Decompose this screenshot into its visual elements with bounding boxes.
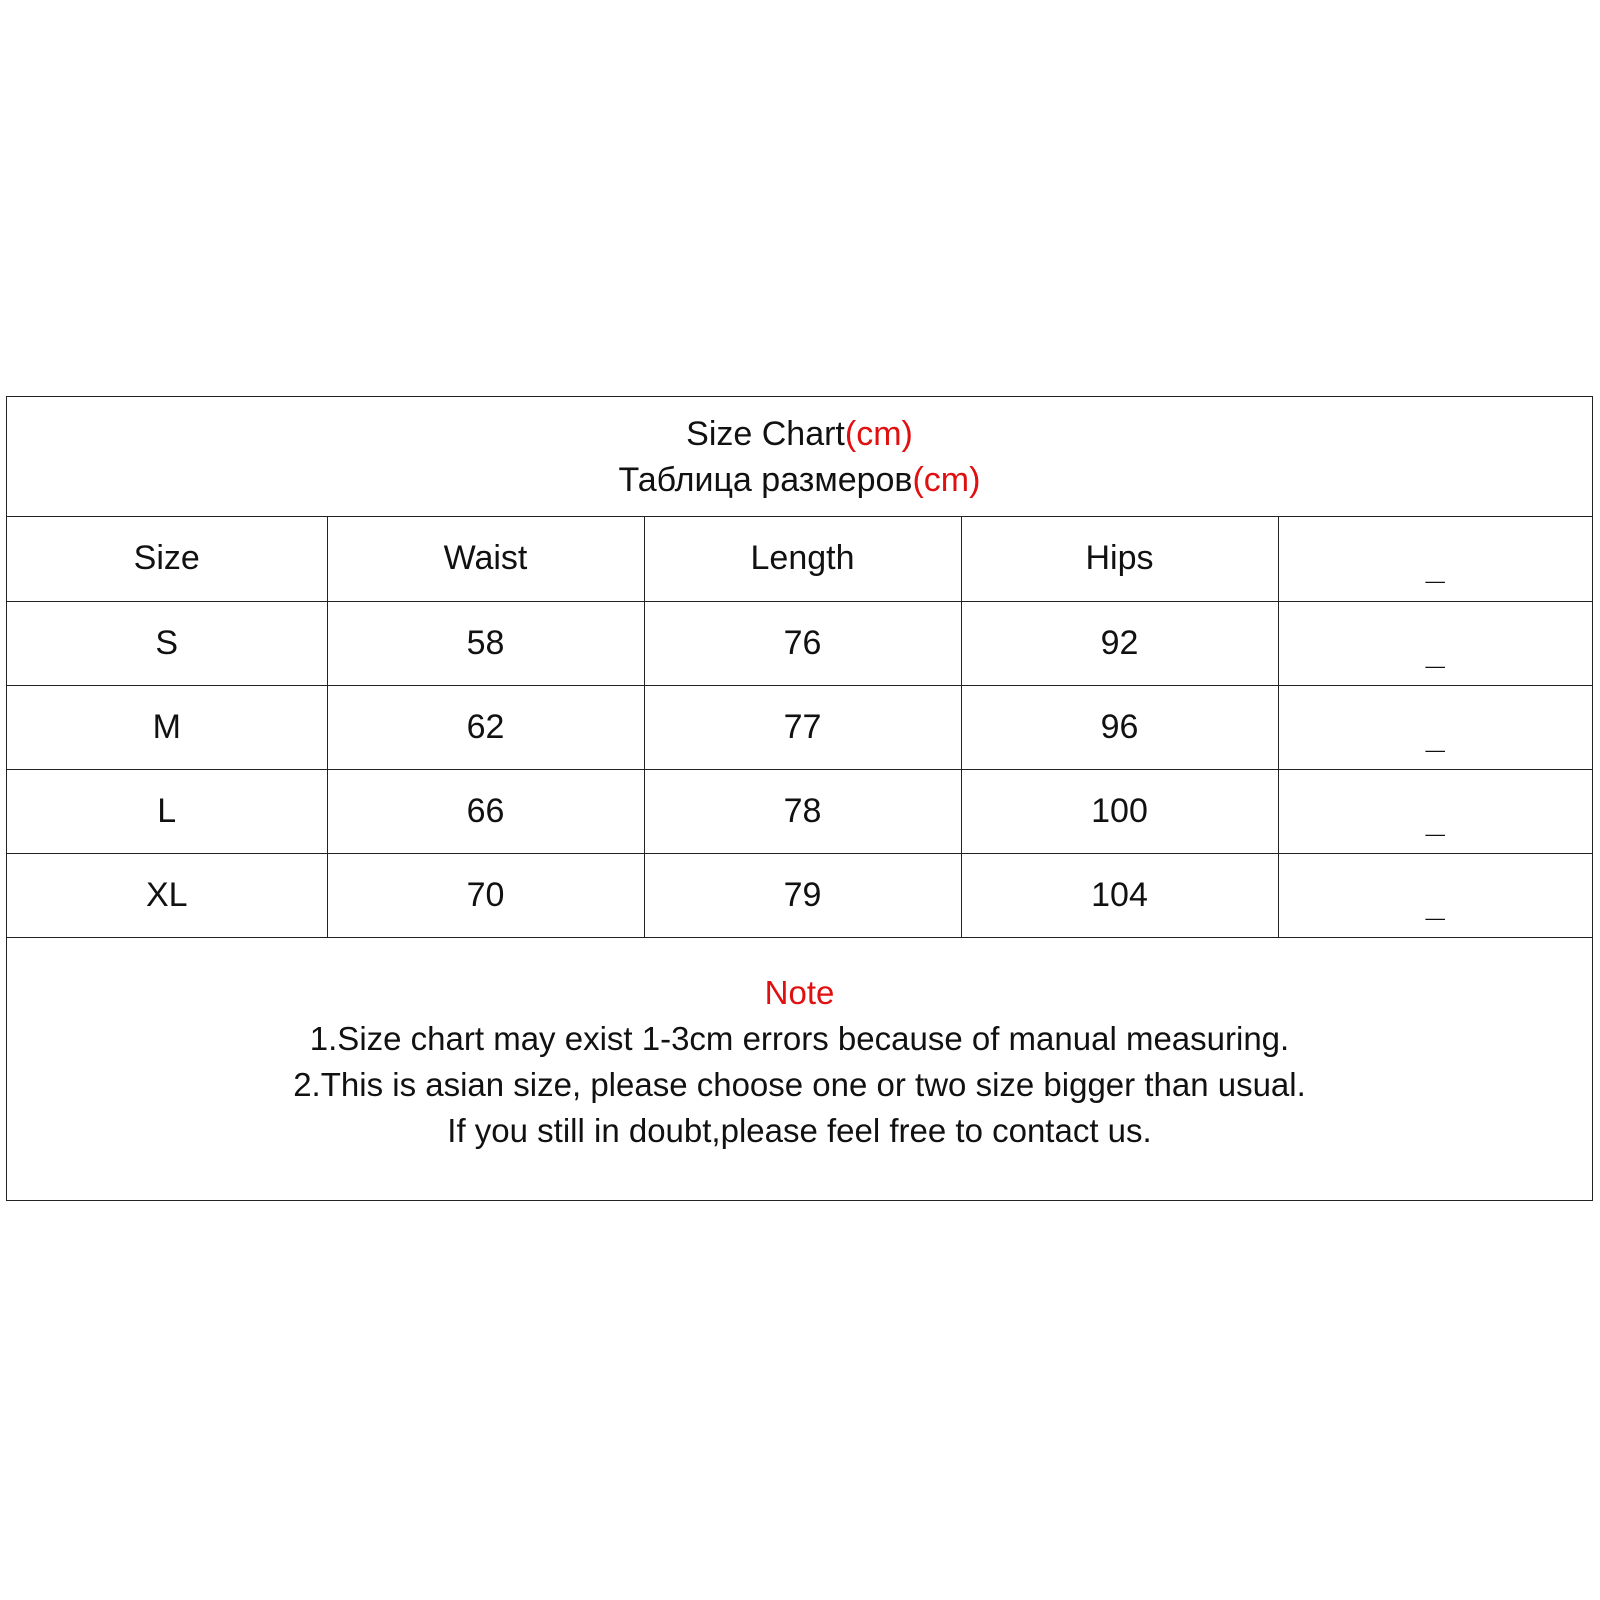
header-extra bbox=[1278, 517, 1592, 601]
chart-title-russian-unit: (cm) bbox=[912, 460, 981, 499]
note-line: 1.Size chart may exist 1-3cm errors because of manual measuring. bbox=[309, 1019, 1290, 1057]
cell-hips: 92 bbox=[961, 601, 1278, 685]
size-chart bbox=[6, 396, 1593, 1201]
note-block bbox=[7, 938, 1592, 1192]
cell-hips: 96 bbox=[961, 685, 1278, 769]
dash-mark: _ bbox=[1425, 801, 1445, 840]
header-waist: Waist bbox=[327, 517, 644, 601]
header-size: Size bbox=[7, 517, 327, 601]
dash-mark: _ bbox=[1425, 633, 1445, 672]
chart-title-english bbox=[686, 411, 913, 457]
cell-waist: 66 bbox=[327, 769, 644, 853]
table-header-row bbox=[7, 517, 1592, 601]
note-title: Note bbox=[764, 973, 835, 1011]
chart-title-english-text: Size Chart bbox=[686, 414, 845, 453]
cell-hips: 104 bbox=[961, 853, 1278, 937]
cell-length: 79 bbox=[644, 853, 961, 937]
chart-title-russian bbox=[619, 457, 981, 503]
cell-extra bbox=[1278, 601, 1592, 685]
cell-size: M bbox=[7, 685, 327, 769]
cell-waist: 58 bbox=[327, 601, 644, 685]
cell-waist: 62 bbox=[327, 685, 644, 769]
cell-size: XL bbox=[7, 853, 327, 937]
cell-hips: 100 bbox=[961, 769, 1278, 853]
size-table bbox=[7, 517, 1592, 938]
chart-title-block bbox=[7, 397, 1592, 517]
cell-size: L bbox=[7, 769, 327, 853]
note-line: If you still in doubt,please feel free to contact us. bbox=[447, 1111, 1152, 1149]
cell-length: 77 bbox=[644, 685, 961, 769]
header-length: Length bbox=[644, 517, 961, 601]
chart-title-russian-text: Таблица размеров bbox=[618, 460, 913, 499]
cell-length: 76 bbox=[644, 601, 961, 685]
chart-title-english-unit: (cm) bbox=[844, 414, 913, 453]
dash-mark: _ bbox=[1425, 549, 1445, 588]
cell-length: 78 bbox=[644, 769, 961, 853]
cell-size: S bbox=[7, 601, 327, 685]
cell-extra bbox=[1278, 853, 1592, 937]
dash-mark: _ bbox=[1425, 885, 1445, 924]
table-row bbox=[7, 769, 1592, 853]
cell-waist: 70 bbox=[327, 853, 644, 937]
cell-extra bbox=[1278, 685, 1592, 769]
table-row bbox=[7, 685, 1592, 769]
header-hips: Hips bbox=[961, 517, 1278, 601]
table-row bbox=[7, 601, 1592, 685]
note-line: 2.This is asian size, please choose one or two size bigger than usual. bbox=[293, 1065, 1306, 1103]
dash-mark: _ bbox=[1425, 717, 1445, 756]
table-row bbox=[7, 853, 1592, 937]
cell-extra bbox=[1278, 769, 1592, 853]
